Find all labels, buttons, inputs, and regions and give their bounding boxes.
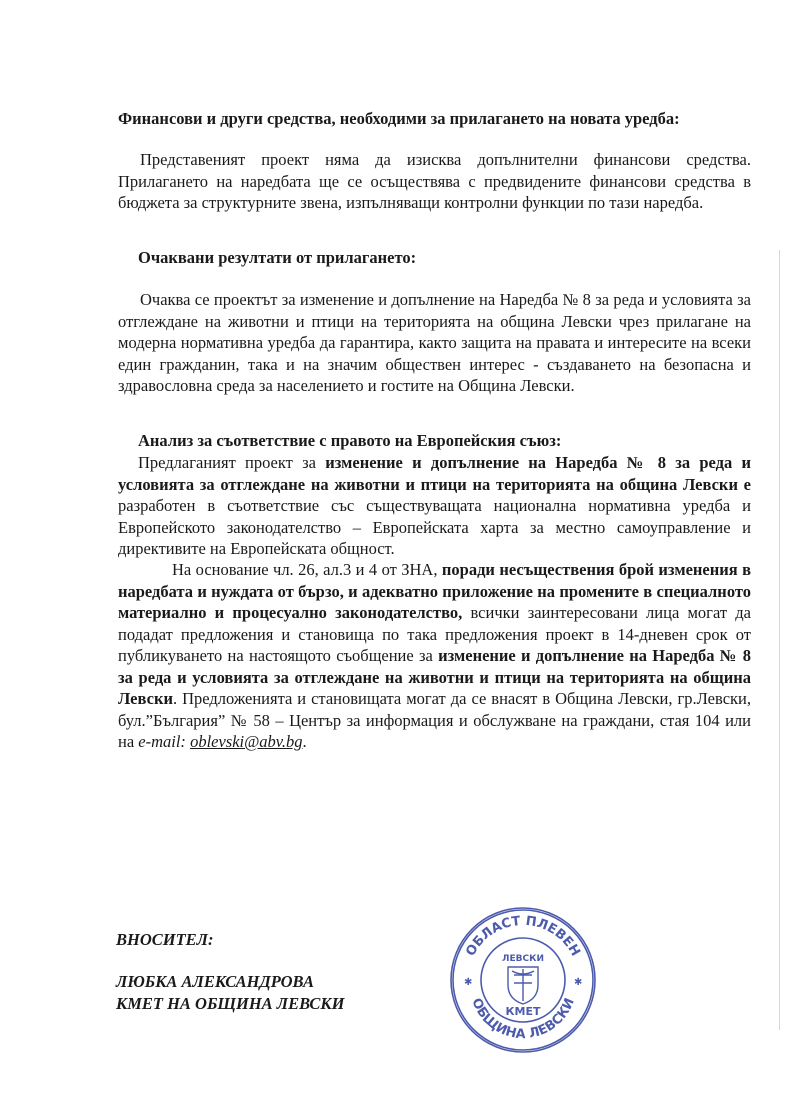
signature-title: КМЕТ НА ОБЩИНА ЛЕВСКИ: [116, 994, 345, 1013]
eu-p2-end: .: [302, 732, 307, 751]
eu-p2-lead: На основание чл. 26, ал.3 и 4 от ЗНА,: [172, 560, 442, 579]
finance-paragraph: Представеният проект няма да изисква допълнителни финансови средства. Прилагането на наредбата ще се осъществява с предвидените финансови средства в бюджета за структурните звена, изпълняващи контролни функции по тази наредба.: [118, 150, 751, 212]
coat-of-arms-icon: [508, 967, 538, 1004]
eu-p1-bold: изменение и допълнение на Наредба № 8 за реда и условията за отглеждане на животни и птици на територията на община Левски е: [118, 453, 752, 494]
stamp-star-right: ✱: [574, 977, 583, 988]
results-paragraph: Очаква се проектът за изменение и допълнение на Наредба № 8 за реда и условията за отглеждане на животни и птици на територията на община Левски чрез прилагане на модерна нормативна уредба да гарантира, както защита на правата и интересите на всеки един гражданин, така и на значим обществен интерес - създаването на безопасна и здравословна среда за населението и гостите на Община Левски.: [118, 290, 751, 395]
results-heading: Очаквани резултати от прилагането:: [138, 248, 417, 267]
signature-name: ЛЮБКА АЛЕКСАНДРОВА: [116, 972, 314, 991]
stamp-star-left: ✱: [464, 977, 473, 988]
scan-edge-line: [779, 250, 780, 1030]
eu-p2-tail: . Предложенията и становищата могат да се внасят в Община Левски, гр.Левски, бул.”България” № 58 – Център за информация и обслужване на граждани, стая 104 или на: [118, 689, 751, 751]
signature-role: ВНОСИТЕЛ:: [116, 930, 214, 949]
eu-p2-bold-2: изменение и допълнение на Наредба № 8 за реда и условията за отглеждане на животни и птици на територията на община Левски: [118, 646, 751, 708]
eu-paragraph-2: [118, 559, 751, 753]
eu-p2-bold-1: поради несъществения брой изменения в наредбата и нуждата от бързо, и адекватно приложение на промените в специалното материално и процесуално законодателство,: [118, 560, 751, 622]
stamp-top-text: ОБЛАСТ ПЛЕВЕН: [463, 913, 583, 959]
eu-p1-rest: разработен в съответствие със съществуващата национална нормативна уредба и Европейското законодателство – Европейската харта за местно самоуправление и директивите на Европейската общност.: [118, 496, 751, 558]
eu-p2-mid: всички заинтересовани лица могат да подадат предложения и становища по така предложения проект в 14-дневен срок от публикуването на настоящото съобщение за: [118, 603, 751, 665]
official-stamp: [448, 905, 598, 1055]
stamp-inner-top: ЛЕВСКИ: [502, 954, 544, 964]
finance-heading: Финансови и други средства, необходими за прилагането на новата уредба:: [118, 109, 680, 128]
stamp-inner-bottom: КМЕТ: [505, 1005, 541, 1018]
eu-p1-lead: Предлаганият проект за: [138, 453, 326, 472]
stamp-bottom-text: ОБЩИНА ЛЕВСКИ: [468, 996, 578, 1043]
email-label: e-mail:: [138, 732, 186, 751]
eu-heading: Анализ за съответствие с правото на Европейския съюз:: [138, 431, 562, 450]
eu-paragraph-1: [118, 452, 751, 560]
email-link[interactable]: oblevski@abv.bg: [190, 732, 303, 751]
